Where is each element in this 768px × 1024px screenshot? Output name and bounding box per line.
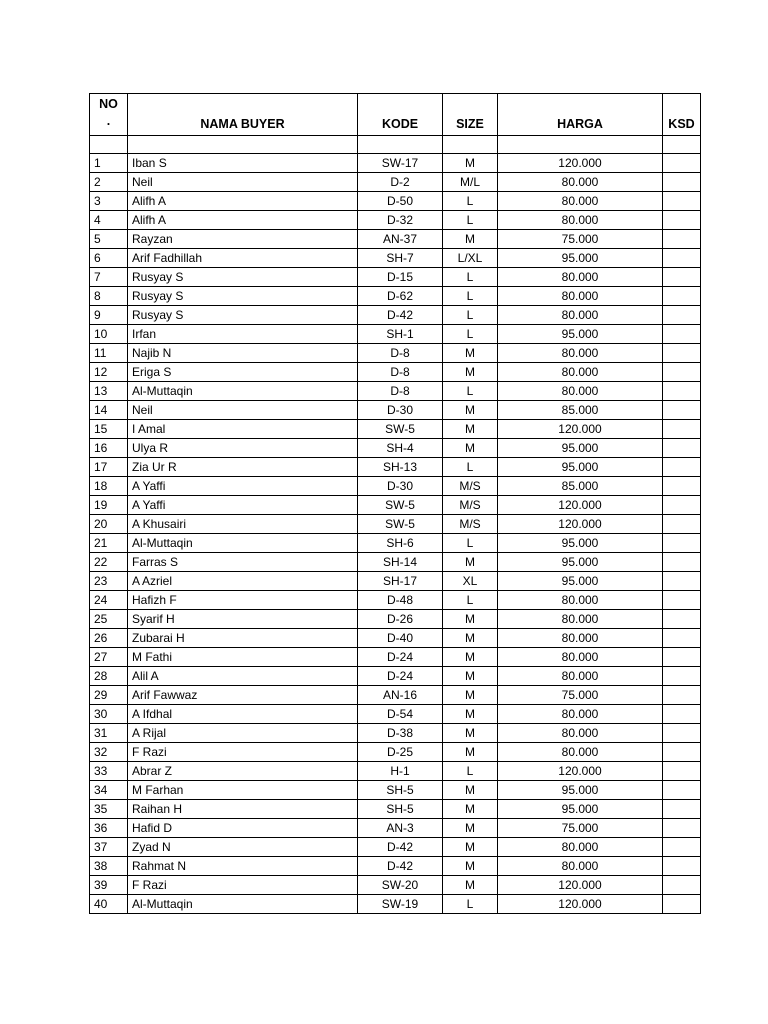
cell-ksd bbox=[663, 591, 701, 610]
cell-name: Abrar Z bbox=[128, 762, 358, 781]
cell-size: XL bbox=[443, 572, 498, 591]
cell-size: M bbox=[443, 363, 498, 382]
table-row bbox=[90, 819, 701, 838]
cell-ksd bbox=[663, 743, 701, 762]
cell-name: Rahmat N bbox=[128, 857, 358, 876]
table-row bbox=[90, 173, 701, 192]
cell-no: 37 bbox=[90, 838, 128, 857]
cell-harga: 120.000 bbox=[498, 876, 663, 895]
cell-name: Arif Fawwaz bbox=[128, 686, 358, 705]
cell-size: L bbox=[443, 534, 498, 553]
cell-name: Hafizh F bbox=[128, 591, 358, 610]
blank-cell bbox=[443, 136, 498, 154]
cell-harga: 80.000 bbox=[498, 648, 663, 667]
cell-kode: D-50 bbox=[358, 192, 443, 211]
cell-harga: 95.000 bbox=[498, 553, 663, 572]
cell-ksd bbox=[663, 192, 701, 211]
table-row bbox=[90, 667, 701, 686]
table-header bbox=[90, 94, 701, 136]
cell-size: M bbox=[443, 743, 498, 762]
table-row bbox=[90, 572, 701, 591]
header-no-line2: . bbox=[106, 114, 111, 128]
cell-name: M Fathi bbox=[128, 648, 358, 667]
cell-kode: D-8 bbox=[358, 382, 443, 401]
cell-kode: D-40 bbox=[358, 629, 443, 648]
cell-no: 31 bbox=[90, 724, 128, 743]
cell-no: 29 bbox=[90, 686, 128, 705]
cell-name: A Yaffi bbox=[128, 477, 358, 496]
cell-kode: SW-20 bbox=[358, 876, 443, 895]
table-row bbox=[90, 553, 701, 572]
cell-size: L bbox=[443, 306, 498, 325]
cell-size: L bbox=[443, 458, 498, 477]
buyer-table bbox=[89, 93, 701, 914]
table-row bbox=[90, 857, 701, 876]
cell-ksd bbox=[663, 363, 701, 382]
cell-size: M/S bbox=[443, 496, 498, 515]
cell-no: 32 bbox=[90, 743, 128, 762]
cell-size: L bbox=[443, 591, 498, 610]
cell-ksd bbox=[663, 667, 701, 686]
header-row bbox=[90, 94, 701, 136]
table-row bbox=[90, 515, 701, 534]
cell-no: 39 bbox=[90, 876, 128, 895]
cell-size: M bbox=[443, 667, 498, 686]
cell-kode: SH-6 bbox=[358, 534, 443, 553]
cell-no: 35 bbox=[90, 800, 128, 819]
table-row bbox=[90, 724, 701, 743]
cell-harga: 80.000 bbox=[498, 705, 663, 724]
cell-name: Al-Muttaqin bbox=[128, 382, 358, 401]
table-row bbox=[90, 420, 701, 439]
cell-kode: D-30 bbox=[358, 477, 443, 496]
cell-kode: SW-17 bbox=[358, 154, 443, 173]
cell-harga: 120.000 bbox=[498, 515, 663, 534]
cell-kode: SH-13 bbox=[358, 458, 443, 477]
cell-ksd bbox=[663, 800, 701, 819]
cell-name: Arif Fadhillah bbox=[128, 249, 358, 268]
cell-name: A Azriel bbox=[128, 572, 358, 591]
cell-no: 8 bbox=[90, 287, 128, 306]
table-row bbox=[90, 249, 701, 268]
cell-name: Alil A bbox=[128, 667, 358, 686]
cell-kode: D-24 bbox=[358, 648, 443, 667]
cell-kode: D-26 bbox=[358, 610, 443, 629]
cell-kode: H-1 bbox=[358, 762, 443, 781]
cell-name: Zyad N bbox=[128, 838, 358, 857]
cell-ksd bbox=[663, 420, 701, 439]
cell-no: 19 bbox=[90, 496, 128, 515]
cell-kode: D-8 bbox=[358, 363, 443, 382]
cell-no: 5 bbox=[90, 230, 128, 249]
cell-kode: D-15 bbox=[358, 268, 443, 287]
cell-ksd bbox=[663, 724, 701, 743]
cell-size: M bbox=[443, 629, 498, 648]
cell-kode: SH-14 bbox=[358, 553, 443, 572]
cell-ksd bbox=[663, 572, 701, 591]
cell-no: 17 bbox=[90, 458, 128, 477]
cell-kode: D-42 bbox=[358, 857, 443, 876]
cell-kode: D-24 bbox=[358, 667, 443, 686]
header-kode: KODE bbox=[358, 94, 443, 136]
cell-name: Raihan H bbox=[128, 800, 358, 819]
cell-ksd bbox=[663, 230, 701, 249]
cell-size: M bbox=[443, 439, 498, 458]
cell-harga: 120.000 bbox=[498, 496, 663, 515]
cell-name: A Ifdhal bbox=[128, 705, 358, 724]
cell-harga: 80.000 bbox=[498, 667, 663, 686]
cell-no: 9 bbox=[90, 306, 128, 325]
cell-harga: 80.000 bbox=[498, 268, 663, 287]
cell-name: Syarif H bbox=[128, 610, 358, 629]
cell-harga: 120.000 bbox=[498, 895, 663, 914]
cell-size: M bbox=[443, 800, 498, 819]
cell-size: M bbox=[443, 401, 498, 420]
cell-kode: SW-5 bbox=[358, 515, 443, 534]
cell-harga: 95.000 bbox=[498, 781, 663, 800]
header-no-line1: NO bbox=[99, 97, 118, 111]
cell-no: 40 bbox=[90, 895, 128, 914]
cell-ksd bbox=[663, 268, 701, 287]
cell-ksd bbox=[663, 382, 701, 401]
cell-size: M bbox=[443, 420, 498, 439]
cell-no: 25 bbox=[90, 610, 128, 629]
table-row bbox=[90, 325, 701, 344]
cell-kode: D-54 bbox=[358, 705, 443, 724]
table-row bbox=[90, 591, 701, 610]
cell-size: M bbox=[443, 553, 498, 572]
cell-ksd bbox=[663, 648, 701, 667]
table-row bbox=[90, 439, 701, 458]
cell-harga: 80.000 bbox=[498, 306, 663, 325]
cell-no: 28 bbox=[90, 667, 128, 686]
cell-name: F Razi bbox=[128, 743, 358, 762]
cell-name: Rusyay S bbox=[128, 306, 358, 325]
cell-harga: 95.000 bbox=[498, 458, 663, 477]
cell-name: Al-Muttaqin bbox=[128, 534, 358, 553]
cell-no: 13 bbox=[90, 382, 128, 401]
cell-no: 3 bbox=[90, 192, 128, 211]
cell-ksd bbox=[663, 819, 701, 838]
table-row bbox=[90, 211, 701, 230]
cell-no: 6 bbox=[90, 249, 128, 268]
cell-harga: 80.000 bbox=[498, 743, 663, 762]
cell-kode: SW-19 bbox=[358, 895, 443, 914]
cell-kode: D-62 bbox=[358, 287, 443, 306]
cell-name: Rusyay S bbox=[128, 268, 358, 287]
cell-size: L bbox=[443, 211, 498, 230]
cell-kode: AN-16 bbox=[358, 686, 443, 705]
cell-name: Alifh A bbox=[128, 211, 358, 230]
cell-name: Najib N bbox=[128, 344, 358, 363]
cell-ksd bbox=[663, 629, 701, 648]
cell-harga: 75.000 bbox=[498, 686, 663, 705]
header-no bbox=[90, 94, 128, 136]
cell-name: Eriga S bbox=[128, 363, 358, 382]
cell-size: L bbox=[443, 895, 498, 914]
cell-kode: D-8 bbox=[358, 344, 443, 363]
cell-size: M bbox=[443, 838, 498, 857]
header-ksd: KSD bbox=[663, 94, 701, 136]
cell-ksd bbox=[663, 306, 701, 325]
cell-name: Alifh A bbox=[128, 192, 358, 211]
table-row bbox=[90, 268, 701, 287]
cell-ksd bbox=[663, 401, 701, 420]
cell-ksd bbox=[663, 154, 701, 173]
cell-no: 36 bbox=[90, 819, 128, 838]
cell-name: Al-Muttaqin bbox=[128, 895, 358, 914]
header-harga: HARGA bbox=[498, 94, 663, 136]
cell-size: M bbox=[443, 724, 498, 743]
cell-ksd bbox=[663, 781, 701, 800]
cell-ksd bbox=[663, 857, 701, 876]
cell-kode: AN-37 bbox=[358, 230, 443, 249]
cell-kode: D-25 bbox=[358, 743, 443, 762]
cell-no: 4 bbox=[90, 211, 128, 230]
cell-no: 14 bbox=[90, 401, 128, 420]
cell-ksd bbox=[663, 515, 701, 534]
cell-name: M Farhan bbox=[128, 781, 358, 800]
cell-harga: 75.000 bbox=[498, 819, 663, 838]
cell-size: M bbox=[443, 230, 498, 249]
cell-no: 16 bbox=[90, 439, 128, 458]
cell-no: 10 bbox=[90, 325, 128, 344]
cell-no: 22 bbox=[90, 553, 128, 572]
cell-name: Irfan bbox=[128, 325, 358, 344]
cell-name: Farras S bbox=[128, 553, 358, 572]
table-row bbox=[90, 838, 701, 857]
cell-kode: SH-4 bbox=[358, 439, 443, 458]
table-row bbox=[90, 306, 701, 325]
cell-size: L bbox=[443, 762, 498, 781]
cell-name: Zia Ur R bbox=[128, 458, 358, 477]
table-row bbox=[90, 781, 701, 800]
cell-name: A Yaffi bbox=[128, 496, 358, 515]
cell-name: I Amal bbox=[128, 420, 358, 439]
cell-ksd bbox=[663, 477, 701, 496]
cell-size: L/XL bbox=[443, 249, 498, 268]
cell-kode: SW-5 bbox=[358, 496, 443, 515]
cell-harga: 80.000 bbox=[498, 344, 663, 363]
cell-harga: 80.000 bbox=[498, 363, 663, 382]
cell-no: 24 bbox=[90, 591, 128, 610]
cell-name: Rayzan bbox=[128, 230, 358, 249]
table-row bbox=[90, 800, 701, 819]
cell-harga: 95.000 bbox=[498, 534, 663, 553]
cell-size: M bbox=[443, 610, 498, 629]
cell-kode: SH-5 bbox=[358, 800, 443, 819]
cell-ksd bbox=[663, 553, 701, 572]
table-row bbox=[90, 743, 701, 762]
cell-harga: 80.000 bbox=[498, 724, 663, 743]
cell-name: A Rijal bbox=[128, 724, 358, 743]
cell-harga: 80.000 bbox=[498, 591, 663, 610]
table-row bbox=[90, 401, 701, 420]
cell-ksd bbox=[663, 211, 701, 230]
cell-kode: D-38 bbox=[358, 724, 443, 743]
cell-kode: AN-3 bbox=[358, 819, 443, 838]
cell-ksd bbox=[663, 838, 701, 857]
cell-ksd bbox=[663, 895, 701, 914]
cell-kode: SH-7 bbox=[358, 249, 443, 268]
cell-ksd bbox=[663, 762, 701, 781]
table-row bbox=[90, 382, 701, 401]
blank-row bbox=[90, 136, 701, 154]
cell-harga: 95.000 bbox=[498, 439, 663, 458]
table-row bbox=[90, 762, 701, 781]
cell-no: 38 bbox=[90, 857, 128, 876]
cell-size: M/S bbox=[443, 477, 498, 496]
cell-ksd bbox=[663, 496, 701, 515]
cell-name: Hafid D bbox=[128, 819, 358, 838]
cell-size: M bbox=[443, 686, 498, 705]
table-row bbox=[90, 458, 701, 477]
table-row bbox=[90, 610, 701, 629]
table-row bbox=[90, 154, 701, 173]
table-row bbox=[90, 363, 701, 382]
cell-kode: SH-5 bbox=[358, 781, 443, 800]
table-row bbox=[90, 876, 701, 895]
cell-size: M/S bbox=[443, 515, 498, 534]
header-name: NAMA BUYER bbox=[128, 94, 358, 136]
table-row bbox=[90, 287, 701, 306]
table-row bbox=[90, 629, 701, 648]
table-body bbox=[90, 136, 701, 914]
cell-harga: 80.000 bbox=[498, 610, 663, 629]
cell-kode: D-42 bbox=[358, 306, 443, 325]
cell-ksd bbox=[663, 610, 701, 629]
cell-size: M bbox=[443, 876, 498, 895]
table-row bbox=[90, 686, 701, 705]
table-row bbox=[90, 344, 701, 363]
cell-ksd bbox=[663, 249, 701, 268]
cell-ksd bbox=[663, 458, 701, 477]
cell-ksd bbox=[663, 287, 701, 306]
cell-ksd bbox=[663, 439, 701, 458]
cell-size: L bbox=[443, 382, 498, 401]
table-row bbox=[90, 496, 701, 515]
cell-kode: SH-1 bbox=[358, 325, 443, 344]
table-row bbox=[90, 534, 701, 553]
cell-kode: D-2 bbox=[358, 173, 443, 192]
cell-kode: SH-17 bbox=[358, 572, 443, 591]
cell-name: Zubarai H bbox=[128, 629, 358, 648]
table-row bbox=[90, 477, 701, 496]
cell-harga: 85.000 bbox=[498, 477, 663, 496]
cell-ksd bbox=[663, 173, 701, 192]
cell-kode: D-30 bbox=[358, 401, 443, 420]
cell-harga: 80.000 bbox=[498, 211, 663, 230]
cell-name: Neil bbox=[128, 173, 358, 192]
cell-name: Neil bbox=[128, 401, 358, 420]
cell-no: 33 bbox=[90, 762, 128, 781]
cell-size: L bbox=[443, 287, 498, 306]
cell-size: M bbox=[443, 857, 498, 876]
table-row bbox=[90, 705, 701, 724]
cell-no: 23 bbox=[90, 572, 128, 591]
cell-harga: 80.000 bbox=[498, 838, 663, 857]
blank-cell bbox=[90, 136, 128, 154]
cell-kode: D-42 bbox=[358, 838, 443, 857]
cell-harga: 95.000 bbox=[498, 249, 663, 268]
cell-size: L bbox=[443, 192, 498, 211]
cell-ksd bbox=[663, 534, 701, 553]
cell-harga: 120.000 bbox=[498, 154, 663, 173]
cell-name: A Khusairi bbox=[128, 515, 358, 534]
cell-no: 34 bbox=[90, 781, 128, 800]
cell-ksd bbox=[663, 876, 701, 895]
cell-ksd bbox=[663, 325, 701, 344]
cell-no: 11 bbox=[90, 344, 128, 363]
cell-size: L bbox=[443, 268, 498, 287]
cell-harga: 80.000 bbox=[498, 287, 663, 306]
cell-ksd bbox=[663, 686, 701, 705]
table-row bbox=[90, 230, 701, 249]
cell-size: M bbox=[443, 154, 498, 173]
cell-no: 18 bbox=[90, 477, 128, 496]
cell-no: 1 bbox=[90, 154, 128, 173]
cell-size: M bbox=[443, 781, 498, 800]
cell-harga: 80.000 bbox=[498, 173, 663, 192]
cell-harga: 120.000 bbox=[498, 762, 663, 781]
cell-kode: D-48 bbox=[358, 591, 443, 610]
cell-no: 30 bbox=[90, 705, 128, 724]
cell-harga: 80.000 bbox=[498, 629, 663, 648]
cell-no: 15 bbox=[90, 420, 128, 439]
cell-ksd bbox=[663, 705, 701, 724]
cell-no: 7 bbox=[90, 268, 128, 287]
blank-cell bbox=[128, 136, 358, 154]
cell-no: 12 bbox=[90, 363, 128, 382]
cell-size: M bbox=[443, 344, 498, 363]
cell-harga: 95.000 bbox=[498, 325, 663, 344]
blank-cell bbox=[498, 136, 663, 154]
cell-name: Rusyay S bbox=[128, 287, 358, 306]
cell-ksd bbox=[663, 344, 701, 363]
blank-cell bbox=[663, 136, 701, 154]
cell-no: 20 bbox=[90, 515, 128, 534]
cell-size: M/L bbox=[443, 173, 498, 192]
table-row bbox=[90, 192, 701, 211]
cell-no: 26 bbox=[90, 629, 128, 648]
cell-harga: 75.000 bbox=[498, 230, 663, 249]
table-row bbox=[90, 895, 701, 914]
cell-harga: 120.000 bbox=[498, 420, 663, 439]
cell-name: Ulya R bbox=[128, 439, 358, 458]
cell-harga: 85.000 bbox=[498, 401, 663, 420]
cell-size: L bbox=[443, 325, 498, 344]
cell-harga: 95.000 bbox=[498, 800, 663, 819]
cell-name: F Razi bbox=[128, 876, 358, 895]
header-size: SIZE bbox=[443, 94, 498, 136]
table-row bbox=[90, 648, 701, 667]
cell-no: 2 bbox=[90, 173, 128, 192]
blank-cell bbox=[358, 136, 443, 154]
cell-size: M bbox=[443, 705, 498, 724]
cell-kode: SW-5 bbox=[358, 420, 443, 439]
cell-size: M bbox=[443, 819, 498, 838]
cell-no: 21 bbox=[90, 534, 128, 553]
cell-kode: D-32 bbox=[358, 211, 443, 230]
cell-harga: 80.000 bbox=[498, 192, 663, 211]
cell-harga: 95.000 bbox=[498, 572, 663, 591]
cell-size: M bbox=[443, 648, 498, 667]
cell-harga: 80.000 bbox=[498, 857, 663, 876]
cell-name: Iban S bbox=[128, 154, 358, 173]
cell-no: 27 bbox=[90, 648, 128, 667]
cell-harga: 80.000 bbox=[498, 382, 663, 401]
